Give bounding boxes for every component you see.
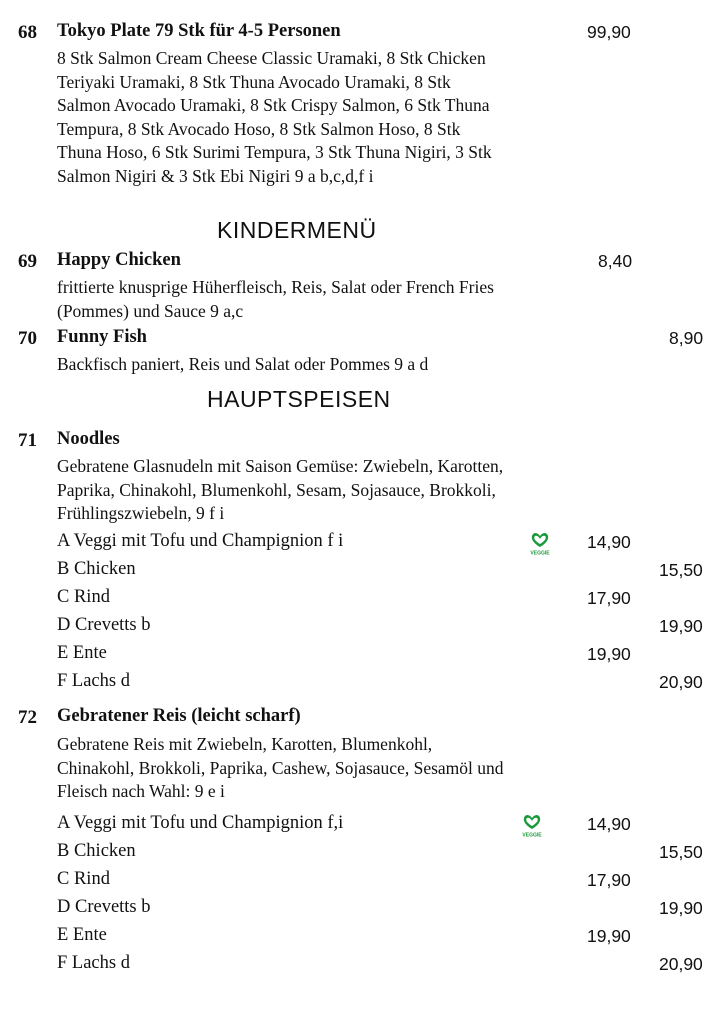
description-line: Teriyaki Uramaki, 8 Stk Thuna Avocado Uramaki, 8 Stk [57,71,451,92]
option-price: 14,90 [587,532,631,552]
option-price: 15,50 [659,842,703,862]
option-label: A Veggi mit Tofu und Champignion f i [57,531,344,551]
option-price: 19,90 [587,644,631,664]
description-line: 8 Stk Salmon Cream Cheese Classic Uramaki, 8 Stk Chicken [57,48,486,68]
item-description [57,47,492,188]
section-heading-main: HAUPTSPEISEN [207,386,391,412]
section-heading-kids: KINDERMENÜ [217,217,377,243]
item-number: 70 [18,328,37,349]
item-description [57,455,503,526]
option-label: C Rind [57,869,110,889]
description-line: Chinakohl, Brokkoli, Paprika, Cashew, Sojasauce, Sesamöl und [57,757,504,778]
description-line: Backfisch paniert, Reis und Salat oder Pommes 9 a d [57,354,429,374]
item-title: Funny Fish [57,327,147,347]
option-price: 17,90 [587,588,631,608]
option-label: D Crevetts b [57,897,151,917]
option-label: B Chicken [57,841,136,861]
option-price: 17,90 [587,870,631,890]
option-label: C Rind [57,587,110,607]
option-price: 19,90 [587,926,631,946]
option-label: B Chicken [57,559,136,579]
option-price: 20,90 [659,954,703,974]
item-price: 8,90 [669,328,704,348]
item-title: Tokyo Plate 79 Stk für 4-5 Personen [57,21,341,41]
veggie-badge-text: VEGGIE [522,832,542,838]
veggie-badge-icon [516,812,548,838]
description-line: Gebratene Glasnudeln mit Saison Gemüse: Zwiebeln, Karotten, [57,456,504,476]
item-price: 99,90 [587,22,631,42]
description-line: Gebratene Reis mit Zwiebeln, Karotten, Blumenkohl, [57,734,433,754]
option-price: 19,90 [659,616,703,636]
item-title: Gebratener Reis (leicht scharf) [57,706,301,726]
item-description [57,276,494,323]
item-number: 72 [18,707,37,728]
item-number: 68 [18,22,37,43]
option-label: F Lachs d [57,953,130,973]
option-label: E Ente [57,643,107,663]
description-line: Salmon Nigiri & 3 Stk Ebi Nigiri 9 a b,c,d,f i [57,165,374,186]
item-title: Noodles [57,429,120,449]
description-line: Fleisch nach Wahl: 9 e i [57,781,225,801]
description-line: Tempura, 8 Stk Avocado Hoso, 8 Stk Salmon Hoso, 8 Stk [57,118,461,139]
option-price: 19,90 [659,898,703,918]
description-line: Paprika, Chinakohl, Blumenkohl, Sesam, Sojasauce, Brokkoli, [57,479,496,500]
item-description [57,353,428,377]
description-line: frittierte knusprige Hüherfleisch, Reis, Salat oder French Fries [57,277,494,297]
option-price: 20,90 [659,672,703,692]
item-number: 71 [18,430,37,451]
description-line: (Pommes) und Sauce 9 a,c [57,300,244,321]
option-price: 15,50 [659,560,703,580]
description-line: Salmon Avocado Uramaki, 8 Stk Crispy Salmon, 6 Stk Thuna [57,95,490,115]
description-line: Thuna Hoso, 6 Stk Surimi Tempura, 3 Stk Thuna Nigiri, 3 Stk [57,142,492,162]
option-label: F Lachs d [57,671,130,691]
veggie-badge-icon [524,530,556,556]
option-label: A Veggi mit Tofu und Champignion f,i [57,813,344,833]
item-number: 69 [18,251,37,272]
veggie-badge-text: VEGGIE [530,550,550,556]
item-title: Happy Chicken [57,250,181,270]
item-description [57,733,504,804]
option-price: 14,90 [587,814,631,834]
item-price: 8,40 [598,251,633,271]
description-line: Frühlingszwiebeln, 9 f i [57,503,225,523]
option-label: D Crevetts b [57,615,151,635]
option-label: E Ente [57,925,107,945]
